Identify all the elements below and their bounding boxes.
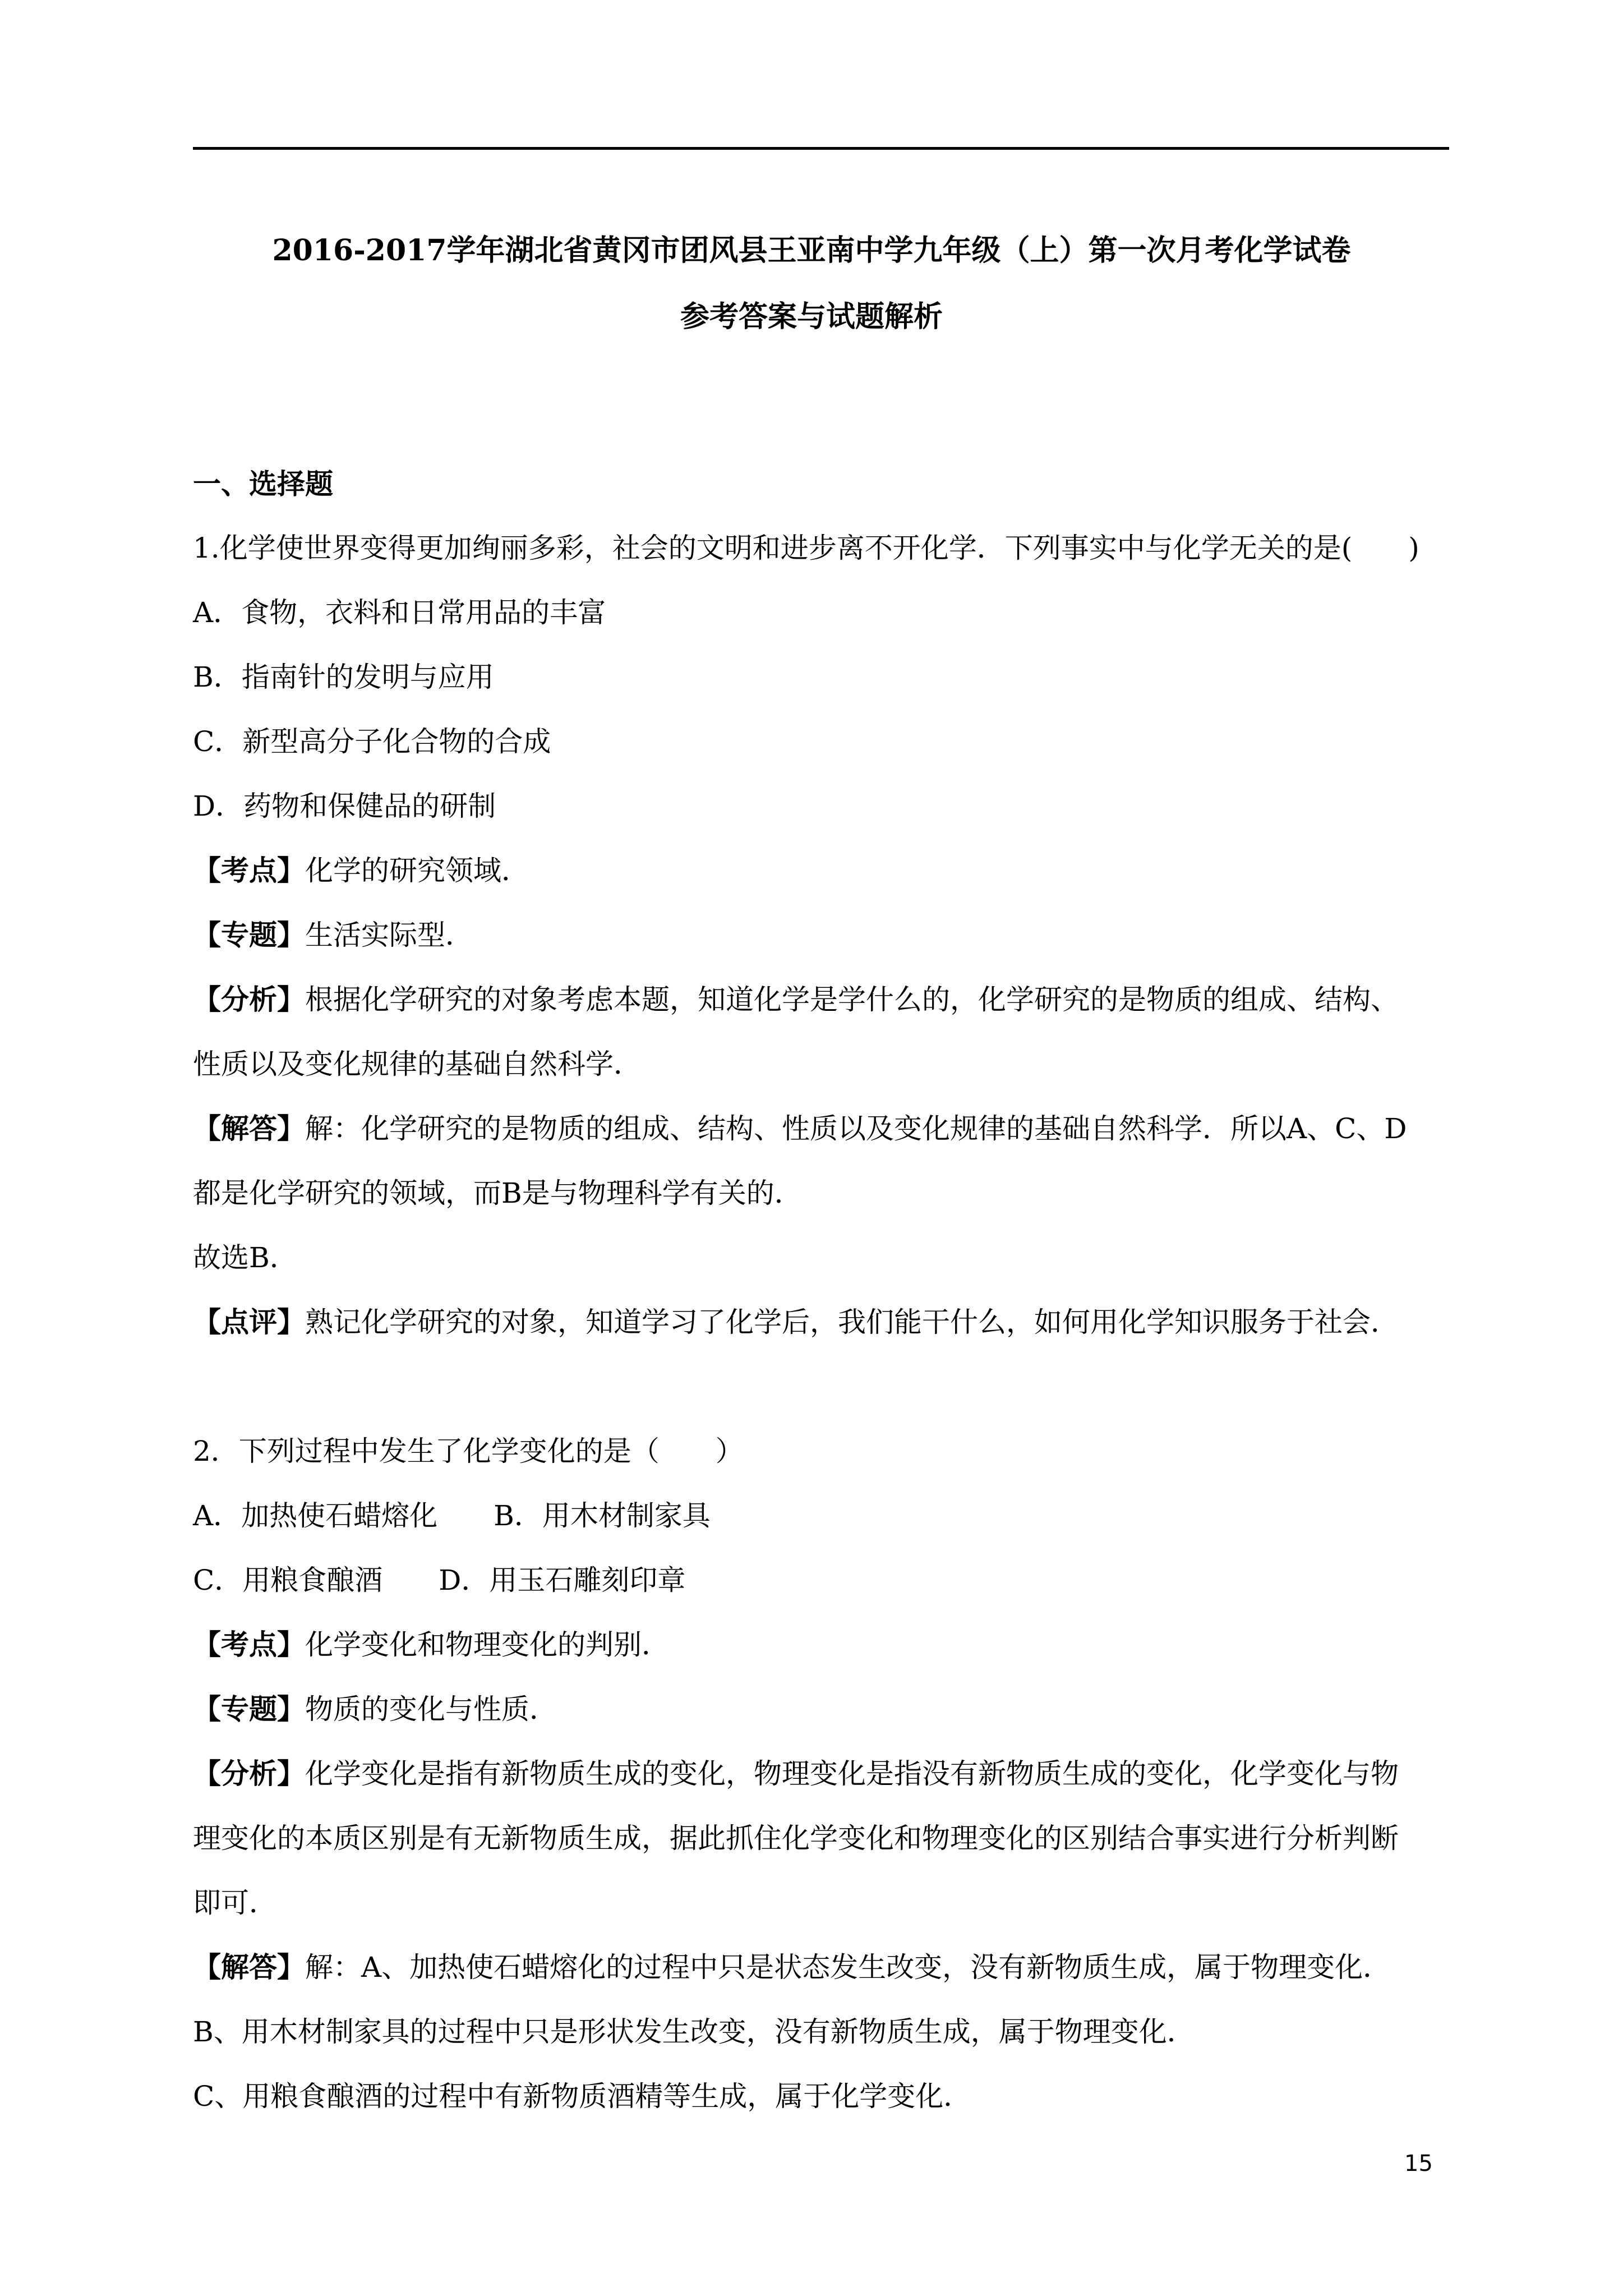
q2-kaodian-label: 【考点】 [193, 1628, 305, 1661]
q2-zhuanti-text: 物质的变化与性质． [305, 1693, 557, 1726]
q2-options-row2: C．用粮食酿酒 D．用玉石雕刻印章 [193, 1564, 686, 1596]
section-title: 一、选择题 [193, 467, 333, 500]
q1-jieda-line2: 都是化学研究的领域，而B是与物理科学有关的． [193, 1177, 803, 1209]
q2-fenxi-line2: 理变化的本质区别是有无新物质生成，据此抓住化学变化和物理变化的区别结合事实进行分析判断 [193, 1822, 1399, 1855]
q2-jieda-line1: 解：A、加热使石蜡熔化的过程中只是状态发生改变，没有新物质生成，属于物理变化． [305, 1951, 1391, 1984]
q2-options-row1: A．加热使石蜡熔化 B．用木材制家具 [193, 1499, 711, 1532]
q2-jieda-line3: C、用粮食酿酒的过程中有新物质酒精等生成，属于化学变化． [193, 2080, 972, 2113]
page-title: 2016-2017学年湖北省黄冈市团风县王亚南中学九年级（上）第一次月考化学试卷 [272, 233, 1351, 268]
q2-kaodian [193, 1625, 670, 1664]
q1-option-d: D．药物和保健品的研制 [193, 790, 496, 822]
q2-jieda [193, 1948, 1391, 1987]
page-subtitle: 参考答案与试题解析 [680, 300, 943, 334]
q2-fenxi-line1: 化学变化是指有新物质生成的变化，物理变化是指没有新物质生成的变化，化学变化与物 [305, 1757, 1399, 1790]
q2-fenxi [193, 1754, 1399, 1793]
q2-jieda-label: 【解答】 [193, 1950, 305, 1984]
q2-kaodian-text: 化学变化和物理变化的判别． [305, 1628, 670, 1661]
header-rule [193, 147, 1449, 150]
q1-fenxi [193, 980, 1399, 1019]
q1-kaodian [193, 851, 529, 890]
q1-answer: 故选B． [193, 1241, 298, 1274]
q1-dianping-label: 【点评】 [193, 1305, 305, 1338]
q1-zhuanti-text: 生活实际型． [305, 919, 473, 951]
q1-stem: 1.化学使世界变得更加绚丽多彩，社会的文明和进步离不开化学．下列事实中与化学无关的是( ) [193, 532, 1419, 564]
q1-fenxi-label: 【分析】 [193, 983, 305, 1016]
q2-zhuanti [193, 1690, 557, 1729]
q2-jieda-line2: B、用木材制家具的过程中只是形状发生改变，没有新物质生成，属于物理变化． [193, 2016, 1195, 2048]
q2-fenxi-label: 【分析】 [193, 1757, 305, 1790]
q2-zhuanti-label: 【专题】 [193, 1692, 305, 1726]
q1-zhuanti [193, 915, 473, 955]
q1-dianping [193, 1303, 1399, 1342]
page-number: 15 [1404, 2151, 1433, 2177]
q1-kaodian-label: 【考点】 [193, 854, 305, 887]
q1-option-c: C．新型高分子化合物的合成 [193, 725, 551, 758]
q1-option-b: B．指南针的发明与应用 [193, 661, 494, 693]
q1-fenxi-line1: 根据化学研究的对象考虑本题，知道化学是学什么的，化学研究的是物质的组成、结构、 [305, 983, 1399, 1016]
q1-zhuanti-label: 【专题】 [193, 918, 305, 951]
q2-stem: 2．下列过程中发生了化学变化的是（ ） [193, 1435, 744, 1467]
q1-dianping-text: 熟记化学研究的对象，知道学习了化学后，我们能干什么，如何用化学知识服务于社会． [305, 1306, 1399, 1338]
q1-jieda-label: 【解答】 [193, 1112, 305, 1145]
q1-fenxi-line2: 性质以及变化规律的基础自然科学． [193, 1048, 642, 1080]
q1-option-a: A．食物，衣料和日常用品的丰富 [193, 596, 606, 629]
q1-jieda [193, 1109, 1407, 1148]
q1-jieda-line1: 解：化学研究的是物质的组成、结构、性质以及变化规律的基础自然科学．所以A、C、D [305, 1112, 1407, 1145]
q2-fenxi-line3: 即可． [193, 1887, 277, 1919]
q1-kaodian-text: 化学的研究领域． [305, 854, 529, 887]
